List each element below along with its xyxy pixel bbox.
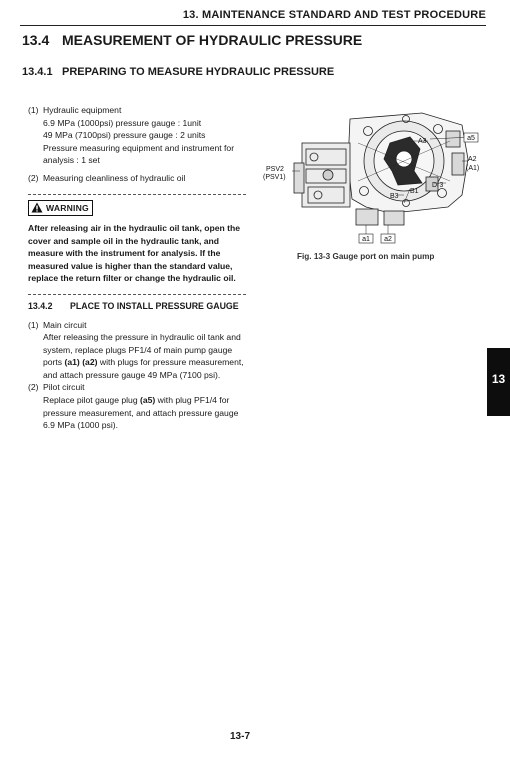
figure-caption: Fig. 13-3 Gauge port on main pump <box>297 252 435 261</box>
list-item-label: Pilot circuit <box>43 382 85 393</box>
list-marker: (2) <box>28 172 39 183</box>
subsection2-title-text: PLACE TO INSTALL PRESSURE GAUGE <box>70 300 239 311</box>
list-item-label: Main circuit <box>43 319 87 330</box>
list-marker: (1) <box>28 319 39 330</box>
figure-label-psv2: PSV2 <box>266 166 284 173</box>
warning-text: After releasing air in the hydraulic oil tank, open the cover and sample oil in the hydraulic tank, and measure with the instrument for analysis. If the measured value is higher than the standard value, replace the return filter or change the hydraulic oil. <box>28 222 241 284</box>
main-circuit-text <box>28 331 248 381</box>
left-column <box>28 104 248 432</box>
subsection-title-text: PREPARING TO MEASURE HYDRAULIC PRESSURE <box>62 66 335 78</box>
figure-label-b1: B1 <box>410 188 419 195</box>
header-rule <box>20 25 486 26</box>
list-item-label: Measuring cleanliness of hydraulic oil <box>43 172 186 183</box>
figure-label-a3: A3 <box>418 138 427 145</box>
port-ref-a5: (a5) <box>140 395 156 406</box>
warning-triangle-icon <box>31 202 43 213</box>
figure-label-psv1: (PSV1) <box>263 174 286 181</box>
figure-label-b3: B3 <box>390 193 399 200</box>
main-pump-drawing <box>262 103 486 249</box>
equipment-line: 6.9 MPa (1000psi) pressure gauge : 1unit <box>43 117 202 128</box>
list-item-label: Hydraulic equipment <box>43 105 122 115</box>
list-marker: (2) <box>28 382 39 393</box>
subsection2-title <box>28 300 248 313</box>
list-marker: (1) <box>28 105 39 115</box>
list-item-hydraulic-equipment <box>28 104 248 117</box>
subsection-title <box>22 66 334 78</box>
list-item-main-circuit <box>28 319 248 332</box>
dashed-divider <box>28 294 246 295</box>
list-item-oil-cleanliness <box>28 172 248 185</box>
chapter-tab: 13 <box>487 348 510 416</box>
subsection-number: 13.4.1 <box>22 66 53 78</box>
warning-badge-label: WARNING <box>46 202 89 213</box>
figure-label-a2: A2 <box>468 156 477 163</box>
figure-label-a5: a5 <box>467 135 475 142</box>
page-number: 13-7 <box>229 731 250 742</box>
equipment-line: 49 MPa (7100psi) pressure gauge : 2 units <box>43 130 206 141</box>
figure-label-port-a1: a1 <box>362 236 370 243</box>
port-ref-a1: (a1) <box>64 357 80 368</box>
text-run: with plugs for pressure measurement, and attach pressure gauge 49 MPa (7100 psi). <box>43 357 244 380</box>
figure-label-dr3: Dr3 <box>432 182 444 189</box>
section-title-text: MEASUREMENT OF HYDRAULIC PRESSURE <box>62 32 363 48</box>
text-run: Replace pilot gauge plug <box>43 395 140 406</box>
pilot-circuit-text <box>28 394 248 432</box>
section-number: 13.4 <box>22 32 50 48</box>
section-title <box>22 32 362 48</box>
figure-label-port-a2: a2 <box>384 236 392 243</box>
chapter-header: 13. MAINTENANCE STANDARD AND TEST PROCEDURE <box>182 9 486 21</box>
dashed-divider <box>28 194 246 195</box>
port-ref-a2: (a2) <box>82 357 98 368</box>
warning-badge <box>28 200 93 217</box>
equipment-line: Pressure measuring equipment and instrument for analysis : 1 set <box>43 142 235 166</box>
text-run: After releasing the pressure in hydraulic oil tank and system, replace plugs PF1/4 of main pump gauge ports <box>43 332 241 368</box>
list-item-pilot-circuit <box>28 381 248 394</box>
figure-label-a1: (A1) <box>466 165 480 172</box>
subsection2-number: 13.4.2 <box>28 300 53 311</box>
text-run: with plug PF1/4 for pressure measurement, and attach pressure gauge 6.9 MPa (1000 psi). <box>43 395 239 431</box>
